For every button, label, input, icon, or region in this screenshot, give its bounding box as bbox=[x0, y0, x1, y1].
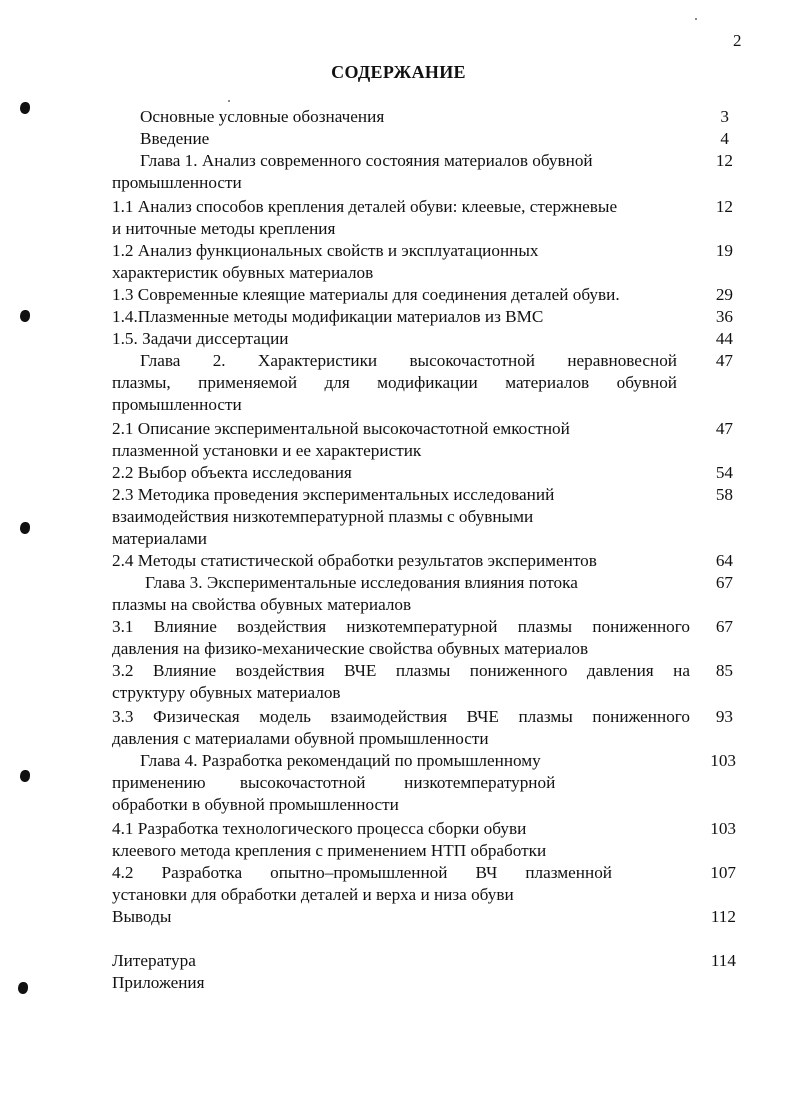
toc-line: 2.2 Выбор объекта исследования bbox=[112, 463, 352, 482]
toc-line: 3.2 Влияние воздействия ВЧЕ плазмы пониженного давления на bbox=[112, 661, 690, 680]
toc-line: промышленности bbox=[112, 173, 242, 192]
toc-line: структуру обувных материалов bbox=[112, 683, 341, 702]
page-number: 2 bbox=[733, 31, 742, 50]
toc-page-number: 114 bbox=[710, 951, 736, 970]
toc-line: плазменной установки и ее характеристик bbox=[112, 441, 422, 460]
toc-page-number: 58 bbox=[715, 485, 733, 504]
toc-line: 3.3 Физическая модель взаимодействия ВЧЕ плазмы пониженного bbox=[112, 707, 690, 726]
toc-line: промышленности bbox=[112, 395, 242, 414]
toc-line: Глава 4. Разработка рекомендаций по промышленному bbox=[140, 751, 541, 770]
toc-page-number: 103 bbox=[710, 751, 736, 770]
binder-hole-mark bbox=[20, 522, 30, 534]
toc-line: 4.2 Разработка опытно–промышленной ВЧ плазменной bbox=[112, 863, 612, 882]
toc-page-number: 3 bbox=[720, 107, 729, 126]
toc-line: 2.3 Методика проведения экспериментальных исследований bbox=[112, 485, 555, 504]
toc-page-number: 93 bbox=[715, 707, 733, 726]
toc-line: 1.5. Задачи диссертации bbox=[112, 329, 289, 348]
toc-page-number: 12 bbox=[715, 151, 733, 170]
toc-line: Литература bbox=[112, 951, 196, 970]
toc-page-number: 47 bbox=[715, 351, 733, 370]
toc-page-number: 64 bbox=[715, 551, 733, 570]
toc-line: обработки в обувной промышленности bbox=[112, 795, 399, 814]
toc-line: 1.4.Плазменные методы модификации материалов из ВМС bbox=[112, 307, 544, 326]
toc-line: 4.1 Разработка технологического процесса сборки обуви bbox=[112, 819, 527, 838]
toc-page-number: 4 bbox=[720, 129, 729, 148]
scan-speck bbox=[228, 100, 230, 102]
toc-line: 1.1 Анализ способов крепления деталей обуви: клеевые, стержневые bbox=[112, 197, 618, 216]
toc-line: Глава 1. Анализ современного состояния материалов обувной bbox=[140, 151, 593, 170]
toc-line: 1.2 Анализ функциональных свойств и эксплуатационных bbox=[112, 241, 539, 260]
toc-line: Введение bbox=[140, 129, 210, 148]
binder-hole-mark bbox=[18, 982, 28, 994]
toc-page-number: 12 bbox=[715, 197, 733, 216]
toc-line: 2.1 Описание экспериментальной высокочастотной емкостной bbox=[112, 419, 570, 438]
toc-line: характеристик обувных материалов bbox=[112, 263, 374, 282]
toc-line: Глава 2. Характеристики высокочастотной неравновесной bbox=[140, 351, 677, 370]
toc-line: материалами bbox=[112, 529, 207, 548]
toc-line: плазмы, применяемой для модификации материалов обувной bbox=[112, 373, 677, 392]
toc-line: Основные условные обозначения bbox=[140, 107, 385, 126]
toc-line: установки для обработки деталей и верха и низа обуви bbox=[112, 885, 514, 904]
toc-page-number: 112 bbox=[710, 907, 736, 926]
toc-page-number: 44 bbox=[715, 329, 733, 348]
toc-line: Глава 3. Экспериментальные исследования влияния потока bbox=[145, 573, 578, 592]
scan-speck bbox=[695, 18, 697, 20]
toc-line: давления на физико-механические свойства обувных материалов bbox=[112, 639, 589, 658]
binder-hole-mark bbox=[20, 770, 30, 782]
page-title: СОДЕРЖАНИЕ bbox=[331, 62, 466, 82]
toc-line: клеевого метода крепления с применением НТП обработки bbox=[112, 841, 547, 860]
toc-page-number: 85 bbox=[715, 661, 733, 680]
binder-hole-mark bbox=[20, 102, 30, 114]
toc-page-number: 103 bbox=[710, 819, 736, 838]
toc-line: Приложения bbox=[112, 973, 205, 992]
toc-line: 2.4 Методы статистической обработки результатов экспериментов bbox=[112, 551, 597, 570]
toc-line: 1.3 Современные клеящие материалы для соединения деталей обуви. bbox=[112, 285, 620, 304]
toc-line: Выводы bbox=[112, 907, 172, 926]
toc-line: давления с материалами обувной промышленности bbox=[112, 729, 489, 748]
toc-line: применению высокочастотной низкотемпературной bbox=[112, 773, 556, 792]
toc-page-number: 67 bbox=[715, 617, 733, 636]
toc-page-number: 29 bbox=[715, 285, 733, 304]
toc-line: плазмы на свойства обувных материалов bbox=[112, 595, 412, 614]
toc-page-number: 54 bbox=[715, 463, 733, 482]
toc-page-number: 19 bbox=[715, 241, 733, 260]
binder-hole-mark bbox=[20, 310, 30, 322]
toc-page-number: 67 bbox=[715, 573, 733, 592]
toc-line: взаимодействия низкотемпературной плазмы с обувными bbox=[112, 507, 534, 526]
toc-page-number: 47 bbox=[715, 419, 733, 438]
toc-line: и ниточные методы крепления bbox=[112, 219, 336, 238]
toc-page-number: 107 bbox=[710, 863, 736, 882]
toc-page-number: 36 bbox=[715, 307, 733, 326]
toc-line: 3.1 Влияние воздействия низкотемпературной плазмы пониженного bbox=[112, 617, 690, 636]
